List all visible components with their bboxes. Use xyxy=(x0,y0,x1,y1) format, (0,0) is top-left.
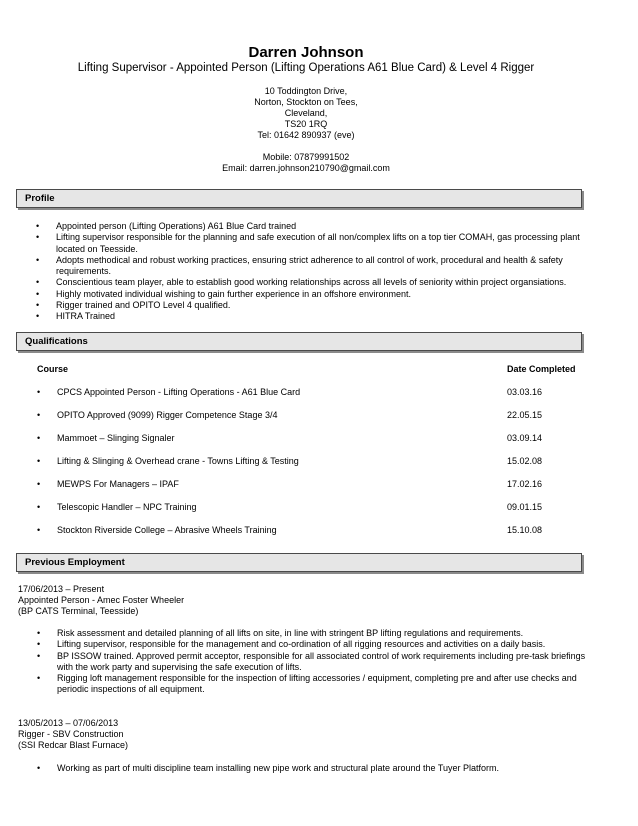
candidate-name: Darren Johnson xyxy=(248,44,364,61)
job-dates: 13/05/2013 – 07/06/2013 xyxy=(18,718,119,728)
job-header xyxy=(18,718,128,751)
list-item: • Adopts methodical and robust working practices, ensuring strict adherence to all control of work, procedural and health & safety requirements. xyxy=(34,255,590,278)
bullet: • xyxy=(37,433,41,443)
job-site: (SSI Redcar Blast Furnace) xyxy=(18,740,129,750)
qualifications-heading: Qualifications xyxy=(16,332,582,351)
job-role: Rigger - SBV Construction xyxy=(18,729,124,739)
employment-heading: Previous Employment xyxy=(16,553,582,572)
course-name: Lifting & Slinging & Overhead crane - Towns Lifting & Testing xyxy=(57,456,299,466)
mobile: Mobile: 07879991502 xyxy=(262,152,350,162)
list-item: • Working as part of multi discipline team installing new pipe work and structural plate around the Tuyer Platform. xyxy=(35,763,591,774)
bullet: • xyxy=(37,479,41,489)
course-name: Mammoet – Slinging Signaler xyxy=(57,433,175,443)
address-line-3: Cleveland, xyxy=(284,108,328,118)
course-date: 15.10.08 xyxy=(507,525,543,535)
candidate-title: Lifting Supervisor - Appointed Person (Lifting Operations A61 Blue Card) & Level 4 Rigger xyxy=(77,62,535,74)
list-item: • Conscientious team player, able to establish good working relationships across all levels of seniority within project organsiations. xyxy=(34,277,590,288)
table-row xyxy=(37,502,587,514)
course-name: OPITO Approved (9099) Rigger Competence Stage 3/4 xyxy=(57,410,278,420)
course-date: 09.01.15 xyxy=(507,502,543,512)
table-row xyxy=(37,525,587,537)
course-date: 15.02.08 xyxy=(507,456,543,466)
list-item: • HITRA Trained xyxy=(34,311,590,322)
list-item: • Rigging loft management responsible for the inspection of lifting accessories / equipment, completing pre and after use checks and periodic inspections of all equipment. xyxy=(35,673,591,696)
address-line-4: TS20 1RQ xyxy=(284,119,328,129)
column-header-date: Date Completed xyxy=(507,364,576,374)
job-dates: 17/06/2013 – Present xyxy=(18,584,105,594)
course-date: 03.03.16 xyxy=(507,387,543,397)
list-item: • Highly motivated individual wishing to gain further experience in an offshore environment. xyxy=(34,289,590,300)
bullet: • xyxy=(37,502,41,512)
qualifications-header-row xyxy=(37,364,587,376)
course-name: MEWPS For Managers – IPAF xyxy=(57,479,179,489)
job-header xyxy=(18,584,184,617)
table-row xyxy=(37,387,587,399)
course-name: Telescopic Handler – NPC Training xyxy=(57,502,197,512)
course-name: CPCS Appointed Person - Lifting Operations - A61 Blue Card xyxy=(57,387,301,397)
profile-list xyxy=(34,221,590,323)
address-line-2: Norton, Stockton on Tees, xyxy=(254,97,358,107)
bullet: • xyxy=(37,456,41,466)
list-item: • BP ISSOW trained. Approved permit acceptor, responsible for all associated control of work requirements including pre-task briefings with the work party and supervising the safe execution of lifts. xyxy=(35,651,591,674)
list-item: • Risk assessment and detailed planning of all lifts on site, in line with stringent BP lifting regulations and requirements. xyxy=(35,628,591,639)
job-site: (BP CATS Terminal, Teesside) xyxy=(18,606,139,616)
list-item: • Appointed person (Lifting Operations) A61 Blue Card trained xyxy=(34,221,590,232)
list-item: • Lifting supervisor responsible for the planning and safe execution of all non/complex lifts on a top tier COMAH, gas processing plant located on Teesside. xyxy=(34,232,590,255)
course-name: Stockton Riverside College – Abrasive Wheels Training xyxy=(57,525,277,535)
bullet: • xyxy=(37,387,41,397)
course-date: 03.09.14 xyxy=(507,433,543,443)
course-date: 22.05.15 xyxy=(507,410,543,420)
telephone: Tel: 01642 890937 (eve) xyxy=(257,130,355,140)
job-duties-list xyxy=(35,628,591,696)
course-date: 17.02.16 xyxy=(507,479,543,489)
column-header-course: Course xyxy=(37,364,69,374)
email: Email: darren.johnson210790@gmail.com xyxy=(222,163,390,173)
table-row xyxy=(37,410,587,422)
table-row xyxy=(37,456,587,468)
table-row xyxy=(37,433,587,445)
job-duties-list xyxy=(35,763,591,774)
bullet: • xyxy=(37,410,41,420)
list-item: • Rigger trained and OPITO Level 4 qualified. xyxy=(34,300,590,311)
address-line-1: 10 Toddington Drive, xyxy=(264,86,348,96)
list-item: • Lifting supervisor, responsible for the management and co-ordination of all rigging resources and activities on a daily basis. xyxy=(35,639,591,650)
bullet: • xyxy=(37,525,41,535)
profile-heading: Profile xyxy=(16,189,582,208)
table-row xyxy=(37,479,587,491)
job-role: Appointed Person - Amec Foster Wheeler xyxy=(18,595,185,605)
